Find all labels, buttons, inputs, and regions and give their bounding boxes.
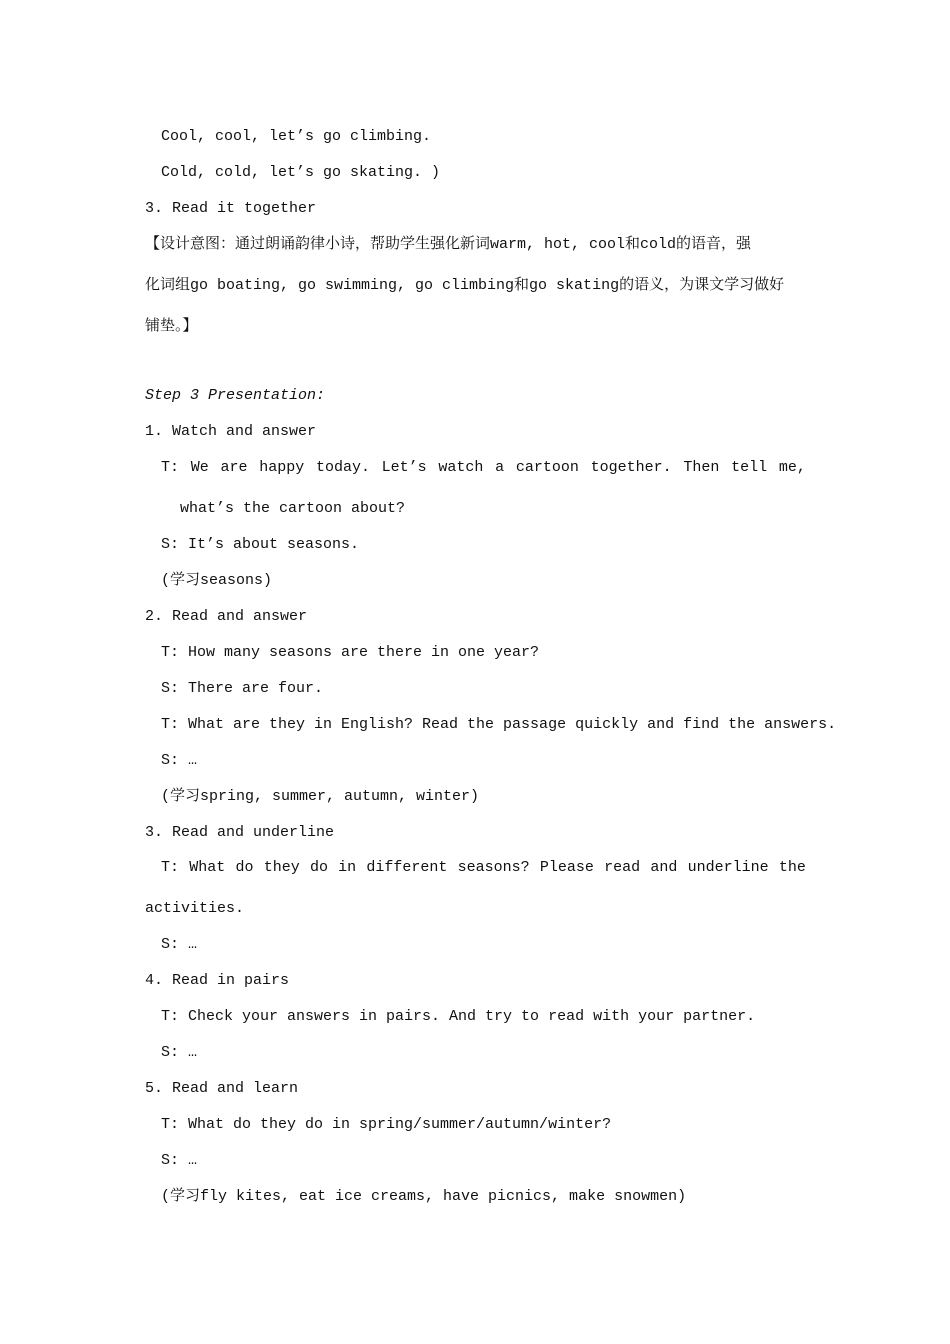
s1-student-line: S: It’s about seasons. [161, 536, 360, 553]
word: the [778, 859, 806, 876]
word: T: [161, 459, 180, 476]
s3-teacher-line-2: activities. [145, 900, 245, 917]
word: Then [683, 459, 720, 476]
s5-teacher-line: T: What do they do in spring/summer/autumn/winter? [161, 1116, 612, 1133]
word: do [309, 859, 328, 876]
word: a [495, 459, 505, 476]
s3-teacher-line-1 [161, 858, 806, 878]
word: watch [438, 459, 484, 476]
s2-line-4: S: … [161, 752, 198, 769]
s2-title: 2. Read and answer [145, 608, 308, 625]
word: tell [731, 459, 768, 476]
poem-line-cool: Cool, cool, let’s go climbing. [161, 128, 432, 145]
word: are [220, 459, 248, 476]
design-intent-line-2: 化词组go boating, go swimming, go climbing和go skating的语义，为课文学习做好 [145, 277, 785, 294]
s3-student-line: S: … [161, 936, 198, 953]
s2-note: (学习spring, summer, autumn, winter) [161, 788, 480, 805]
s4-teacher-line: T: Check your answers in pairs. And try to read with your partner. [161, 1008, 756, 1025]
word: do [235, 859, 254, 876]
word: We [190, 459, 209, 476]
word: and [650, 859, 678, 876]
word: together. [590, 459, 672, 476]
s2-line-1: T: How many seasons are there in one year? [161, 644, 540, 661]
word: T: [161, 859, 180, 876]
design-intent-line-3: 铺垫。】 [145, 318, 198, 335]
s5-student-line: S: … [161, 1152, 198, 1169]
word: read [604, 859, 641, 876]
s5-title: 5. Read and learn [145, 1080, 299, 1097]
s2-line-2: S: There are four. [161, 680, 324, 697]
s4-student-line: S: … [161, 1044, 198, 1061]
word: they [263, 859, 300, 876]
design-intent-line-1: 【设计意图：通过朗诵韵律小诗，帮助学生强化新词warm, hot, cool和cold的语音，强 [145, 236, 752, 253]
s2-line-3: T: What are they in English? Read the passage quickly and find the answers. [161, 716, 837, 733]
s1-teacher-line-2: what’s the cartoon about? [180, 500, 406, 517]
word: What [189, 859, 226, 876]
s5-note: (学习fly kites, eat ice creams, have picnics, make snowmen) [161, 1188, 687, 1205]
s4-title: 4. Read in pairs [145, 972, 290, 989]
poem-line-cold: Cold, cold, let’s go skating. ) [161, 164, 441, 181]
word: happy [259, 459, 305, 476]
s1-title: 1. Watch and answer [145, 423, 317, 440]
s3-title: 3. Read and underline [145, 824, 335, 841]
word: in [338, 859, 357, 876]
word: Please [539, 859, 594, 876]
word: today. [315, 459, 370, 476]
step2-item-3: 3. Read it together [145, 200, 317, 217]
step3-heading: Step 3 Presentation: [145, 387, 326, 404]
word: me, [778, 459, 806, 476]
word: seasons? [457, 859, 530, 876]
s1-teacher-line-1 [161, 458, 806, 478]
word: Let’s [381, 459, 427, 476]
word: underline [687, 859, 769, 876]
word: cartoon [515, 459, 579, 476]
word: different [366, 859, 448, 876]
s1-note: (学习seasons) [161, 572, 273, 589]
